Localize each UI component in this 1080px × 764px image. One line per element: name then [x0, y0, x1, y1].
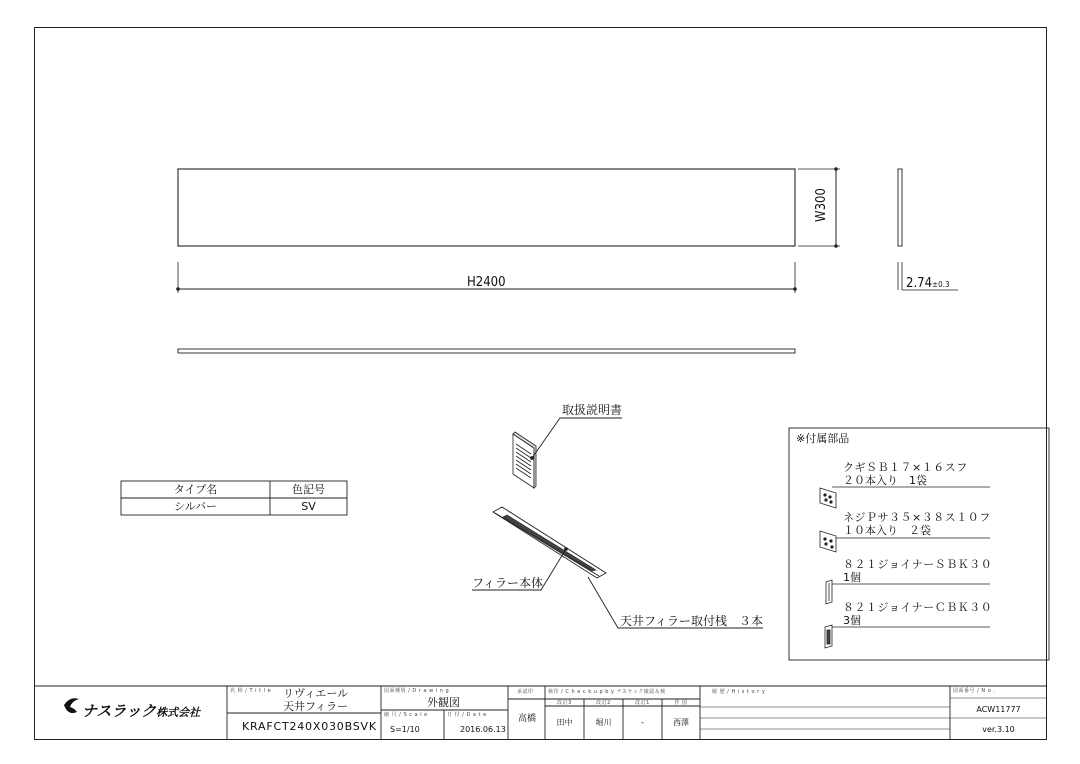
thickness-value: 2.74	[906, 276, 933, 291]
accessory-joiner-sbk-qty: 1個	[843, 571, 861, 584]
title-line2: 天井フィラー	[283, 700, 349, 713]
check-name-rev2: 堀川	[595, 718, 612, 727]
date-caption: 日 付 / D a t e	[447, 712, 487, 718]
accessory-joiner-sbk-name: ８２１ジョイナーＳＢＫ３０	[843, 558, 993, 571]
thickness-tolerance: ±0.3	[932, 280, 950, 289]
width-dimension-label: W300	[814, 188, 829, 222]
title-caption: 名 称 / T i t l e	[230, 688, 272, 694]
drawing-number-caption: 図面番号 / N o .	[953, 688, 996, 694]
check-header-rev3: 改訂3	[557, 700, 572, 706]
check-name-rev3: 田中	[556, 718, 573, 727]
scale-value: S=1/10	[390, 725, 420, 734]
drawing-type: 外観図	[427, 696, 460, 709]
manual-callout: 取扱説明書	[562, 403, 623, 417]
type-table-header-color: 色記号	[292, 483, 325, 496]
version: ver.3.10	[982, 725, 1015, 734]
accessory-screw-qty: １０本入り ２袋	[843, 524, 931, 537]
drawing-type-caption: 図面種別 / D r a w i n g	[384, 688, 450, 694]
type-table-header-type: タイプ名	[173, 483, 218, 496]
check-name-drafter: 西澤	[673, 718, 689, 727]
thickness-dimension-label	[906, 277, 950, 290]
drawing-number: ACW11777	[976, 705, 1021, 714]
accessory-joiner-cbk-qty: 3個	[843, 614, 861, 627]
check-header-drafter: 作 図	[674, 700, 688, 706]
filler-body-illustration	[493, 507, 606, 578]
type-table-cell-type: シルバー	[174, 500, 217, 513]
panel-front-view	[178, 169, 795, 246]
company-logo-mark	[64, 698, 79, 713]
screw-bag-icon	[820, 531, 836, 552]
check-header-rev2: 改訂2	[596, 700, 611, 706]
accessory-nail-qty: ２０本入り 1袋	[843, 474, 927, 487]
mounting-callout: 天井フィラー取付桟 ３本	[620, 614, 764, 628]
accessory-screw-name: ネジＰサ３５×３８ス１０フ	[843, 511, 991, 524]
joiner-cbk-icon	[825, 625, 832, 648]
accessories-title: ※付属部品	[796, 432, 850, 445]
check-header-rev1: 改訂1	[635, 700, 650, 706]
joiner-sbk-icon	[826, 580, 832, 604]
check-name-rev1: -	[641, 718, 644, 727]
date-value: 2016.06.13	[460, 725, 506, 734]
approver-name: 高橋	[518, 714, 537, 724]
approver-caption: 承認印	[517, 689, 534, 695]
title-line1: リヴィエール	[283, 687, 349, 700]
check-caption: 検印 / C h e c k u p b y ナスラック確認＆検	[548, 689, 666, 695]
scale-caption: 縮 尺 / S c a l e	[384, 712, 428, 718]
filler-body-callout: フィラー本体	[472, 576, 544, 590]
product-code: KRAFCT240X030BSVK	[242, 720, 377, 733]
type-table-cell-color: SV	[301, 500, 316, 513]
panel-top-view	[178, 349, 795, 353]
manual-booklet-illustration	[513, 432, 536, 488]
history-caption: 履 歴 / H i s t o r y	[712, 689, 766, 695]
panel-side-view	[898, 169, 902, 246]
height-dimension-label: H2400	[467, 275, 506, 290]
nail-bag-icon	[820, 488, 836, 508]
accessory-joiner-cbk-name: ８２１ジョイナーＣＢＫ３０	[843, 601, 993, 614]
manual-leader	[532, 418, 622, 458]
company-logo: ナスラック株式会社	[82, 702, 201, 720]
accessory-nail-name: クギＳＢ１７×１６スフ	[843, 461, 968, 474]
